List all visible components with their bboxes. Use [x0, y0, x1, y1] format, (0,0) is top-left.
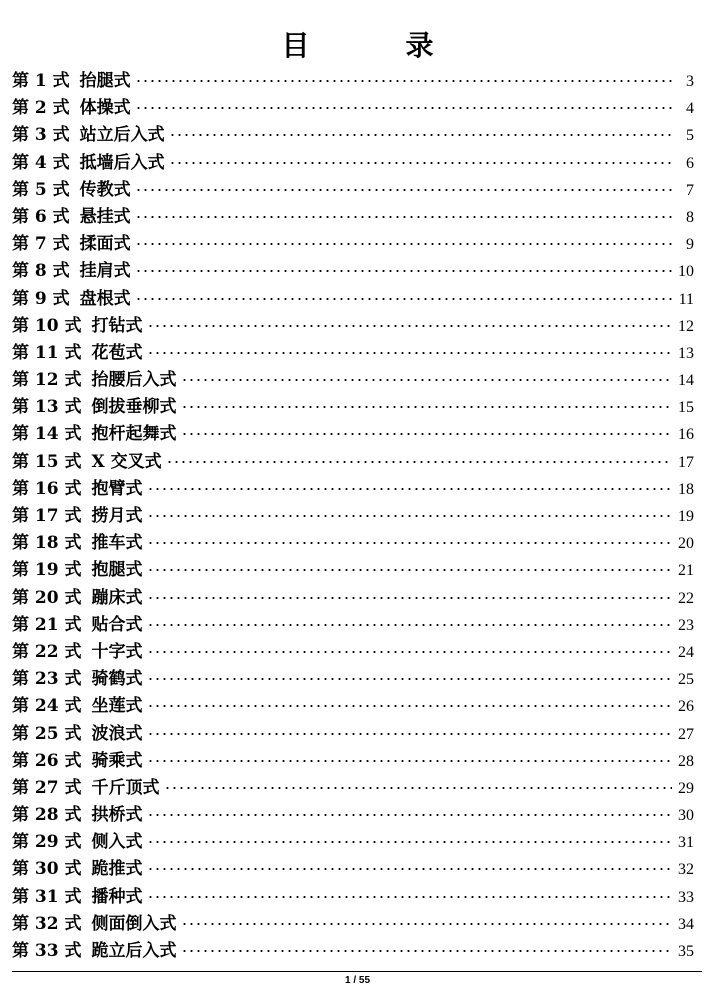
dot-leader [147, 325, 673, 327]
toc-entry[interactable] [12, 775, 694, 802]
toc-entry-title: 捞月式 [91, 506, 143, 526]
toc-entry-title: 侧入式 [91, 832, 143, 853]
dot-leader [147, 624, 673, 626]
toc-entry[interactable] [12, 231, 694, 258]
toc-entry-number: 第 23 式 [12, 669, 82, 690]
toc-entry-title: 蹦床式 [91, 587, 143, 608]
toc-entry-page-number: 13 [678, 344, 694, 362]
toc-entry-page-number: 8 [686, 208, 694, 226]
toc-entry-title: 传教式 [79, 179, 131, 200]
dot-leader [181, 433, 673, 435]
toc-entry-title: 悬挂式 [79, 206, 131, 227]
toc-entry[interactable] [12, 666, 694, 693]
toc-entry-title: 十字式 [91, 641, 143, 662]
toc-entry[interactable] [12, 177, 694, 204]
toc-entry-title: 跪立后入式 [91, 941, 177, 961]
toc-entry-number: 第 29 式 [12, 832, 82, 853]
toc-entry[interactable] [12, 748, 694, 775]
toc-entry[interactable] [12, 612, 694, 639]
toc-entry-page-number: 15 [678, 399, 694, 417]
toc-entry[interactable] [12, 557, 694, 584]
toc-entry-page-number: 19 [678, 508, 694, 525]
toc-entry[interactable] [12, 340, 694, 367]
toc-entry[interactable] [12, 639, 694, 666]
toc-entry-page-number: 11 [678, 290, 694, 308]
toc-entry-page-number: 35 [678, 943, 694, 960]
toc-entry-title: 抱杆起舞式 [91, 424, 177, 445]
toc-entry-title: 抱臂式 [91, 478, 143, 499]
toc-entry-number: 第 3 式 [12, 125, 70, 146]
toc-entry[interactable] [12, 503, 694, 530]
toc-entry-page-number: 12 [678, 317, 694, 335]
toc-entry-number: 第 6 式 [12, 206, 70, 227]
toc-entry-title: 骑鹤式 [91, 669, 143, 690]
page-indicator: 1 / 55 [344, 975, 371, 986]
toc-entry-number: 第 24 式 [12, 696, 82, 717]
dot-leader [147, 352, 673, 354]
toc-entry[interactable] [12, 884, 694, 911]
toc-entry-number: 第 8 式 [12, 261, 70, 282]
toc-entry-page-number: 14 [678, 372, 694, 390]
toc-entry[interactable] [12, 313, 694, 340]
toc-entry[interactable] [12, 911, 694, 938]
toc-entry[interactable] [12, 95, 694, 122]
toc-entry-title: 揉面式 [79, 234, 131, 255]
toc-entry-title: 挂肩式 [79, 261, 131, 282]
toc-entry-page-number: 26 [678, 698, 694, 716]
dot-leader [135, 107, 672, 109]
toc-entry-number: 第 7 式 [12, 234, 70, 255]
toc-entry-title: 拱桥式 [91, 805, 143, 826]
toc-entry-number: 第 28 式 [12, 805, 82, 826]
toc-entry-page-number: 32 [678, 861, 694, 879]
toc-entry[interactable] [12, 856, 694, 883]
toc-entry[interactable] [12, 122, 694, 149]
dot-leader [147, 868, 673, 870]
toc-entry-number: 第 31 式 [12, 886, 82, 907]
dot-leader [169, 162, 672, 164]
toc-entry-number: 第 12 式 [12, 370, 82, 391]
toc-entry-page-number: 3 [686, 73, 694, 90]
toc-entry[interactable] [12, 530, 694, 557]
dot-leader [147, 597, 673, 599]
dot-leader [147, 733, 673, 735]
toc-entry-number: 第 5 式 [12, 179, 70, 200]
toc-entry-page-number: 27 [678, 725, 694, 743]
toc-entry-page-number: 23 [678, 616, 694, 634]
toc-entry-title: 贴合式 [91, 614, 143, 635]
dot-leader [147, 542, 673, 544]
dot-leader [147, 569, 673, 571]
toc-entry-page-number: 6 [686, 154, 694, 172]
dot-leader [147, 814, 673, 816]
toc-entry-page-number: 20 [678, 535, 694, 553]
toc-entry[interactable] [12, 394, 694, 421]
toc-entry-page-number: 7 [686, 181, 694, 199]
toc-entry-page-number: 16 [678, 426, 694, 444]
toc-entry-number: 第 18 式 [12, 533, 82, 554]
dot-leader [181, 950, 673, 952]
toc-entry[interactable] [12, 68, 694, 95]
toc-entry-number: 第 27 式 [12, 777, 82, 798]
toc-entry[interactable] [12, 938, 694, 965]
toc-entry-page-number: 31 [678, 834, 694, 852]
toc-entry[interactable] [12, 829, 694, 856]
toc-entry-title: 跪推式 [91, 859, 143, 880]
toc-entry-number: 第 30 式 [12, 859, 82, 880]
toc-entry-page-number: 34 [678, 915, 694, 933]
toc-entry-title: 播种式 [91, 886, 143, 907]
toc-entry-title: 骑乘式 [91, 750, 143, 771]
table-of-contents [12, 68, 694, 965]
toc-entry-number: 第 20 式 [12, 587, 82, 608]
toc-entry-number: 第 15 式 [12, 451, 82, 472]
dot-leader [135, 216, 672, 218]
toc-entry-number: 第 11 式 [12, 342, 82, 363]
toc-entry[interactable] [12, 150, 694, 177]
dot-leader [181, 923, 673, 925]
toc-entry-number: 第 13 式 [12, 397, 82, 418]
toc-entry-page-number: 30 [678, 807, 694, 825]
toc-entry[interactable] [12, 204, 694, 231]
toc-entry-title: 推车式 [91, 533, 143, 554]
dot-leader [147, 515, 673, 517]
toc-entry[interactable] [12, 802, 694, 829]
toc-entry-title: 站立后入式 [79, 125, 165, 146]
toc-entry-title: 波浪式 [91, 723, 143, 744]
toc-entry-title: 打钻式 [91, 315, 143, 336]
toc-entry-number: 第 33 式 [12, 941, 82, 961]
toc-entry-title: 体操式 [79, 98, 131, 119]
page-title: 目 录 [281, 29, 468, 62]
dot-leader [164, 787, 673, 789]
toc-entry[interactable] [12, 286, 694, 313]
toc-entry-page-number: 28 [678, 752, 694, 770]
toc-entry-title: 侧面倒入式 [91, 913, 177, 934]
toc-entry-page-number: 18 [678, 480, 694, 498]
dot-leader [166, 461, 672, 463]
dot-leader [181, 379, 673, 381]
dot-leader [147, 760, 673, 762]
toc-entry-title: 抬腿式 [79, 71, 131, 91]
dot-leader [147, 841, 673, 843]
toc-entry-page-number: 24 [678, 643, 694, 661]
toc-entry-page-number: 29 [678, 779, 694, 797]
toc-entry-title: 花苞式 [91, 342, 143, 363]
toc-entry-page-number: 10 [678, 263, 694, 281]
toc-entry-number: 第 19 式 [12, 560, 82, 581]
toc-entry-page-number: 5 [686, 127, 694, 145]
dot-leader [147, 651, 673, 653]
toc-entry-page-number: 4 [686, 100, 694, 118]
toc-entry-number: 第 32 式 [12, 913, 82, 934]
dot-leader [135, 270, 672, 272]
dot-leader [147, 678, 673, 680]
toc-entry[interactable] [12, 367, 694, 394]
toc-entry[interactable] [12, 693, 694, 720]
toc-entry-number: 第 10 式 [12, 315, 82, 336]
toc-entry-number: 第 17 式 [12, 506, 82, 526]
toc-entry-title: X 交叉式 [91, 451, 162, 472]
toc-entry-page-number: 9 [686, 236, 694, 254]
toc-entry-number: 第 9 式 [12, 288, 70, 309]
toc-entry-number: 第 21 式 [12, 614, 82, 635]
toc-entry-title: 抱腿式 [91, 560, 143, 581]
dot-leader [135, 298, 672, 300]
dot-leader [147, 705, 673, 707]
toc-entry-page-number: 17 [678, 453, 694, 471]
dot-leader [135, 80, 672, 82]
toc-entry-title: 千斤顶式 [91, 777, 160, 798]
toc-entry-title: 抬腰后入式 [91, 370, 177, 391]
toc-entry[interactable] [12, 449, 694, 476]
dot-leader [147, 896, 673, 898]
dot-leader [135, 243, 672, 245]
toc-entry-title: 倒拔垂柳式 [91, 397, 177, 418]
toc-entry-number: 第 22 式 [12, 641, 82, 662]
toc-entry[interactable] [12, 476, 694, 503]
toc-entry-title: 盘根式 [79, 288, 131, 309]
toc-entry[interactable] [12, 721, 694, 748]
footer-divider [12, 971, 702, 972]
toc-entry-page-number: 33 [678, 888, 694, 906]
toc-entry-title: 抵墙后入式 [79, 152, 165, 173]
dot-leader [147, 488, 673, 490]
toc-entry[interactable] [12, 585, 694, 612]
toc-entry-number: 第 26 式 [12, 750, 82, 771]
toc-entry-number: 第 16 式 [12, 478, 82, 499]
toc-entry-number: 第 4 式 [12, 152, 70, 173]
toc-entry-page-number: 25 [678, 671, 694, 689]
toc-entry-number: 第 25 式 [12, 723, 82, 744]
toc-entry-number: 第 2 式 [12, 98, 70, 119]
dot-leader [181, 406, 673, 408]
toc-entry-number: 第 14 式 [12, 424, 82, 445]
toc-entry-number: 第 1 式 [12, 71, 70, 91]
dot-leader [169, 134, 672, 136]
toc-entry[interactable] [12, 258, 694, 285]
toc-entry-title: 坐莲式 [91, 696, 143, 717]
dot-leader [135, 189, 672, 191]
toc-entry-page-number: 22 [678, 589, 694, 607]
toc-entry-page-number: 21 [678, 562, 694, 580]
toc-entry[interactable] [12, 421, 694, 448]
